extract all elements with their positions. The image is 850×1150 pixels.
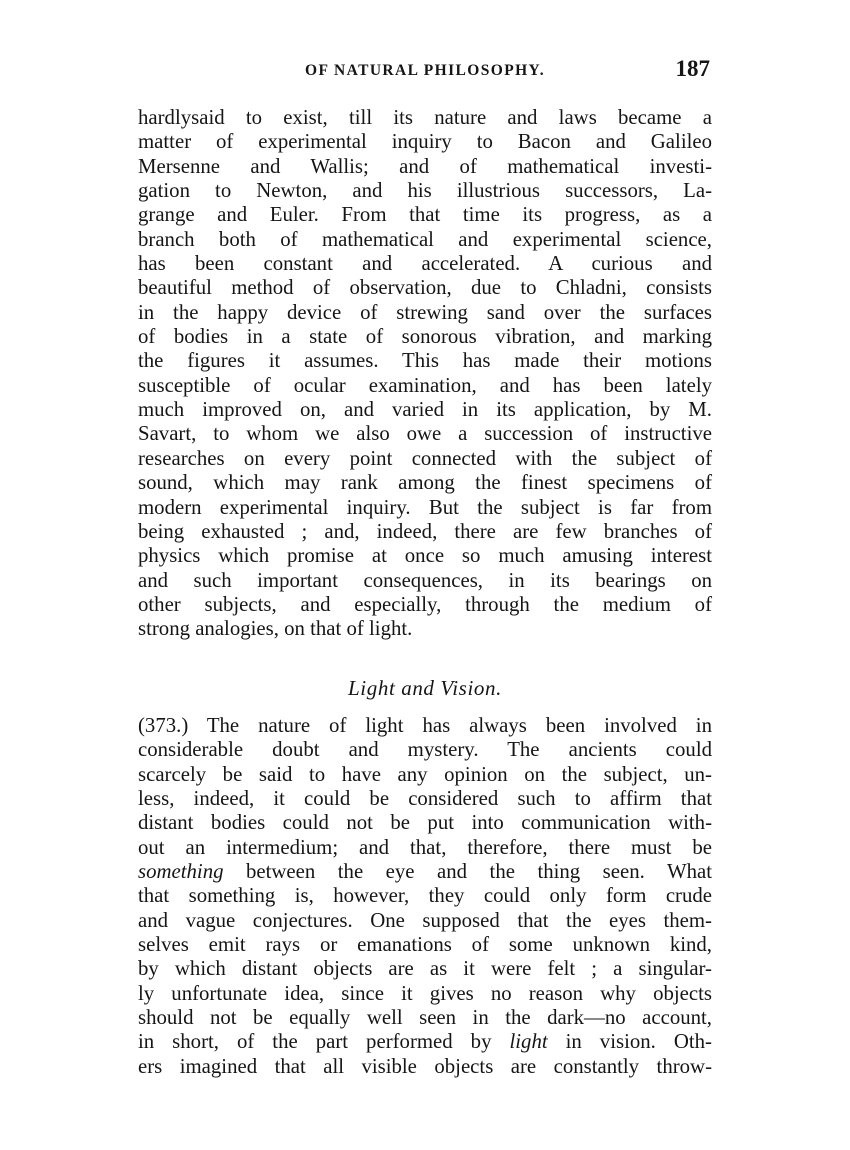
text-line: susceptible of ocular examination, and has been lately bbox=[138, 373, 712, 397]
text-line: ers imagined that all visible objects are constantly throw- bbox=[138, 1054, 712, 1078]
text-line: hardlysaid to exist, till its nature and laws became a bbox=[138, 106, 712, 129]
text-line: Mersenne and Wallis; and of mathematical investi- bbox=[138, 154, 712, 178]
text-line: beautiful method of observation, due to Chladni, consists bbox=[138, 276, 712, 300]
text-line: out an intermedium; and that, therefore, there must be bbox=[138, 835, 712, 859]
running-head: OF NATURAL PHILOSOPHY. bbox=[305, 62, 545, 79]
text-line: selves emit rays or emanations of some unknown kind, bbox=[138, 933, 712, 957]
text-line: gation to Newton, and his illustrious successors, La- bbox=[138, 179, 712, 203]
text-line: has been constant and accelerated. A curious and bbox=[138, 252, 712, 276]
text-line: should not be equally well seen in the dark—no account, bbox=[138, 1006, 712, 1030]
text-line: strong analogies, on that of light. bbox=[138, 617, 413, 641]
text-line: other subjects, and especially, through the medium of bbox=[138, 592, 712, 616]
section-heading: Light and Vision. bbox=[348, 676, 502, 700]
text-line: grange and Euler. From that time its progress, as a bbox=[138, 203, 712, 227]
text-line: in short, of the part performed by light in vision. Oth- bbox=[138, 1030, 712, 1054]
text-line: being exhausted ; and, indeed, there are few branches of bbox=[138, 519, 712, 543]
paragraph-continued bbox=[138, 106, 712, 642]
text-line: researches on every point connected with the subject of bbox=[138, 446, 712, 470]
text-line: and such important consequences, in its bearings on bbox=[138, 568, 712, 592]
text-line: sound, which may rank among the finest specimens of bbox=[138, 471, 712, 495]
text-line: something between the eye and the thing seen. What bbox=[138, 860, 712, 884]
text-line: Savart, to whom we also owe a succession of instructive bbox=[138, 422, 712, 446]
text-line: scarcely be said to have any opinion on the subject, un- bbox=[138, 762, 712, 786]
text-line: and vague conjectures. One supposed that the eyes them- bbox=[138, 908, 712, 932]
page-number: 187 bbox=[675, 56, 710, 81]
paragraph-373 bbox=[138, 714, 712, 1079]
text-line: by which distant objects are as it were felt ; a singular- bbox=[138, 957, 712, 981]
text-line: ly unfortunate idea, since it gives no reason why objects bbox=[138, 981, 712, 1005]
text-line: the figures it assumes. This has made their motions bbox=[138, 349, 712, 373]
text-line: modern experimental inquiry. But the subject is far from bbox=[138, 495, 712, 519]
text-line: considerable doubt and mystery. The ancients could bbox=[138, 738, 712, 762]
text-line: branch both of mathematical and experimental science, bbox=[138, 227, 712, 251]
text-line: distant bodies could not be put into communication with- bbox=[138, 811, 712, 835]
text-line: of bodies in a state of sonorous vibration, and marking bbox=[138, 325, 712, 349]
text-line: matter of experimental inquiry to Bacon and Galileo bbox=[138, 130, 712, 154]
text-line: physics which promise at once so much amusing interest bbox=[138, 544, 712, 568]
text-line: in the happy device of strewing sand over the surfaces bbox=[138, 300, 712, 324]
text-line: less, indeed, it could be considered such to affirm that bbox=[138, 787, 712, 811]
text-line: (373.) The nature of light has always been involved in bbox=[138, 714, 712, 737]
page-header bbox=[138, 56, 712, 90]
text-line: much improved on, and varied in its application, by M. bbox=[138, 398, 712, 422]
text-line: that something is, however, they could only form crude bbox=[138, 884, 712, 908]
